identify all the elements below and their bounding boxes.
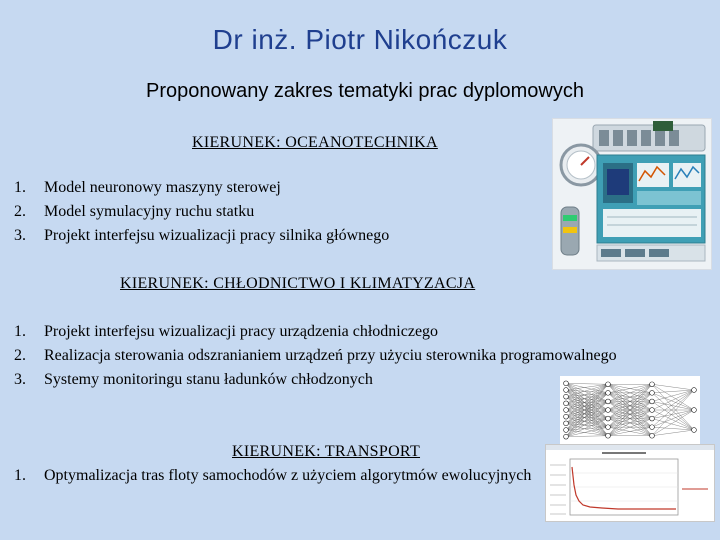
network-connection — [652, 430, 694, 436]
network-node — [564, 414, 569, 419]
section-heading-chlodnictwo: KIERUNEK: CHŁODNICTWO I KLIMATYZACJA — [120, 275, 476, 292]
network-node — [564, 394, 569, 399]
network-connection — [652, 410, 694, 436]
network-connection — [652, 384, 694, 390]
item-number: 3. — [14, 371, 26, 388]
network-node — [692, 388, 697, 393]
item-number: 2. — [14, 347, 26, 364]
list-item — [14, 224, 544, 248]
network-node — [564, 388, 569, 393]
network-node — [564, 408, 569, 413]
network-node — [606, 408, 611, 413]
section-heading-oceanotechnika: KIERUNEK: OCEANOTECHNIKA — [192, 134, 438, 151]
list-item — [14, 464, 534, 488]
page-title: Dr inż. Piotr Nikończuk — [212, 24, 508, 55]
network-node — [564, 401, 569, 406]
network-node — [606, 390, 611, 395]
network-node — [606, 433, 611, 438]
network-node — [650, 408, 655, 413]
convergence-chart-graphic — [546, 445, 714, 521]
network-node — [606, 382, 611, 387]
network-node — [650, 416, 655, 421]
network-connection — [652, 427, 694, 430]
item-text: Model symulacyjny ruchu statku — [44, 203, 255, 220]
topic-list-oceanotechnika — [14, 176, 544, 248]
network-node — [564, 428, 569, 433]
item-text: Projekt interfejsu wizualizacji pracy silnika głównego — [44, 227, 390, 244]
network-connection — [652, 384, 694, 410]
topic-list-chlodnictwo — [14, 320, 634, 392]
item-text: Model neuronowy maszyny sterowej — [44, 179, 281, 196]
list-item — [14, 200, 544, 224]
network-node — [650, 399, 655, 404]
item-number: 3. — [14, 227, 26, 244]
list-item — [14, 368, 634, 392]
neural-network-graphic — [560, 376, 700, 444]
network-node — [650, 382, 655, 387]
network-node — [650, 390, 655, 395]
network-node — [650, 425, 655, 430]
item-text: Projekt interfejsu wizualizacji pracy urządzenia chłodniczego — [44, 323, 439, 340]
network-node — [606, 399, 611, 404]
network-connection — [652, 390, 694, 393]
list-item — [14, 320, 634, 344]
network-connection — [566, 436, 608, 437]
item-number: 1. — [14, 179, 26, 196]
topic-list-transport — [14, 464, 534, 488]
item-text: Systemy monitoringu stanu ładunków chłodzonych — [44, 371, 373, 388]
scada-interface-graphic — [553, 119, 711, 269]
network-node — [564, 381, 569, 386]
scada-interface-image — [552, 118, 712, 270]
network-node — [650, 433, 655, 438]
network-node — [564, 421, 569, 426]
section-heading-transport: KIERUNEK: TRANSPORT — [232, 443, 421, 460]
network-node — [692, 408, 697, 413]
item-number: 2. — [14, 203, 26, 220]
list-item — [14, 344, 634, 368]
network-node — [692, 428, 697, 433]
item-number: 1. — [14, 467, 26, 484]
item-text: Optymalizacja tras floty samochodów z użyciem algorytmów ewolucyjnych — [44, 467, 532, 484]
network-node — [564, 434, 569, 439]
page-subtitle: Proponowany zakres tematyki prac dyplomowych — [146, 80, 584, 102]
network-node — [606, 425, 611, 430]
item-text: Realizacja sterowania odszranianiem urządzeń przy użyciu sterownika programowalnego — [44, 347, 617, 364]
list-item — [14, 176, 544, 200]
item-number: 1. — [14, 323, 26, 340]
neural-network-image — [560, 376, 700, 444]
convergence-chart-image — [545, 444, 715, 522]
network-node — [606, 416, 611, 421]
network-connection — [566, 383, 608, 384]
